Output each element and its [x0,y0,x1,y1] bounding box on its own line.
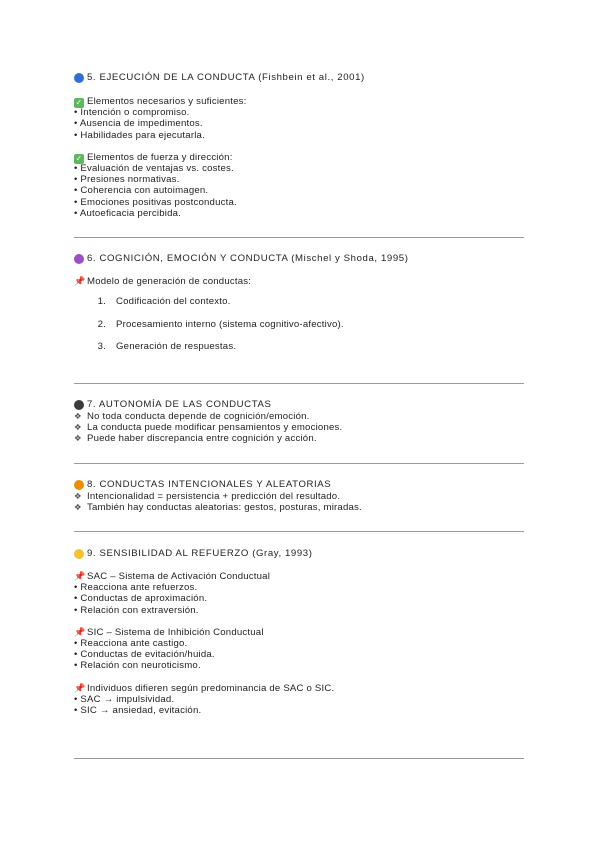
list-item-text: Puede haber discrepancia entre cognición y acción. [87,433,317,445]
list-item: • Autoeficacia percibida. [74,207,182,219]
check-icon: ✓ [75,153,83,163]
list-item: • Ausencia de impedimentos. [74,118,203,130]
section-refuerzo [74,547,534,716]
list-item: • Emociones positivas postconducta. [74,196,237,208]
list-item: • Conductas de aproximación. [74,593,208,605]
check-icon: ✓ [75,98,83,107]
subheading [74,96,534,107]
section-title-text: 6. COGNICIÓN, EMOCIÓN Y CONDUCTA (Mischel y Shoda, 1995) [87,253,409,264]
list-item [74,411,534,422]
subheading [74,627,534,638]
item-number: 1. [97,296,106,308]
pushpin-icon: 📌 [74,572,86,582]
list-item: • Habilidades para ejecutarla. [74,129,205,141]
diamond-bullet-icon: ❖ [74,492,82,502]
item-number: 2. [97,318,106,330]
list-item: • Presiones normativas. [74,174,180,186]
divider [74,531,524,532]
numbered-item [80,296,534,307]
diamond-bullet-icon: ❖ [74,423,82,434]
diamond-bullet-icon: ❖ [74,434,82,445]
item-text: Generación de respuestas. [116,341,237,353]
section-title [74,398,534,411]
section-title-text: 7. AUTONOMÍA DE LAS CONDUCTAS [87,399,272,410]
diamond-bullet-icon: ❖ [74,503,82,514]
section-title-text: 8. CONDUCTAS INTENCIONALES Y ALEATORIAS [87,479,332,490]
section-title [74,252,534,265]
subheading [74,683,534,694]
divider [74,383,524,384]
list-item-text: La conducta puede modificar pensamientos y emociones. [87,422,343,434]
list-item [74,422,534,433]
orange-circle-icon [74,480,84,490]
divider [74,463,524,464]
pushpin-icon: 📌 [74,683,86,694]
item-number: 3. [97,341,106,353]
section-title-text: 5. EJECUCIÓN DE LA CONDUCTA (Fishbein et al., 2001) [87,72,365,83]
subheading-text: SIC – Sistema de Inhibición Conductual [87,626,264,638]
pushpin-icon: 📌 [74,627,86,638]
list-item: • Intención o compromiso. [74,107,190,119]
subheading-text: Elementos de fuerza y dirección: [87,151,233,163]
list-item: • Reacciona ante refuerzos. [74,582,198,594]
list-item: • Reacciona ante castigo. [74,637,188,649]
divider [74,237,524,238]
item-text: Codificación del contexto. [116,296,231,308]
blue-circle-icon [74,73,84,83]
list-item [74,433,534,444]
section-intencionales [74,478,534,513]
pushpin-icon: 📌 [74,277,86,287]
list-item-text: No toda conducta depende de cognición/emoción. [87,411,310,422]
item-text: Procesamiento interno (sistema cognitivo-afectivo). [116,318,344,330]
section-title-text: 9. SENSIBILIDAD AL REFUERZO (Gray, 1993) [87,548,313,559]
subheading [74,276,534,287]
subheading-text: Modelo de generación de conductas: [87,276,252,287]
section-autonomia [74,398,534,445]
section-title [74,547,534,560]
list-item-text: Intencionalidad = persistencia + predicción del resultado. [87,491,341,502]
numbered-item [80,341,534,352]
list-item [74,502,534,513]
list-item [74,491,534,502]
black-circle-icon [74,400,84,410]
section-title [74,478,534,491]
section-ejecucion [74,71,534,219]
section-title [74,71,534,84]
divider [74,758,524,759]
subheading-text: Elementos necesarios y suficientes: [87,96,247,107]
list-item: • Conductas de evitación/huida. [74,649,215,661]
list-item: • Coherencia con autoimagen. [74,185,209,197]
list-item: • Relación con neuroticismo. [74,660,201,672]
list-item: • SIC → ansiedad, evitación. [74,704,202,716]
purple-circle-icon [74,254,84,264]
diamond-bullet-icon: ❖ [74,412,82,422]
list-item-text: También hay conductas aleatorias: gestos, posturas, miradas. [87,502,362,514]
numbered-item [80,319,534,330]
subheading [74,152,534,163]
list-item: • Relación con extraversión. [74,604,199,616]
subheading-text: SAC – Sistema de Activación Conductual [87,571,271,582]
yellow-circle-icon [74,549,84,559]
subheading-text: Individuos difieren según predominancia de SAC o SIC. [87,682,335,694]
list-item: • SAC → impulsividad. [74,693,175,705]
list-item: • Evaluación de ventajas vs. costes. [74,162,234,174]
subheading [74,571,534,582]
section-cognicion [74,252,534,352]
